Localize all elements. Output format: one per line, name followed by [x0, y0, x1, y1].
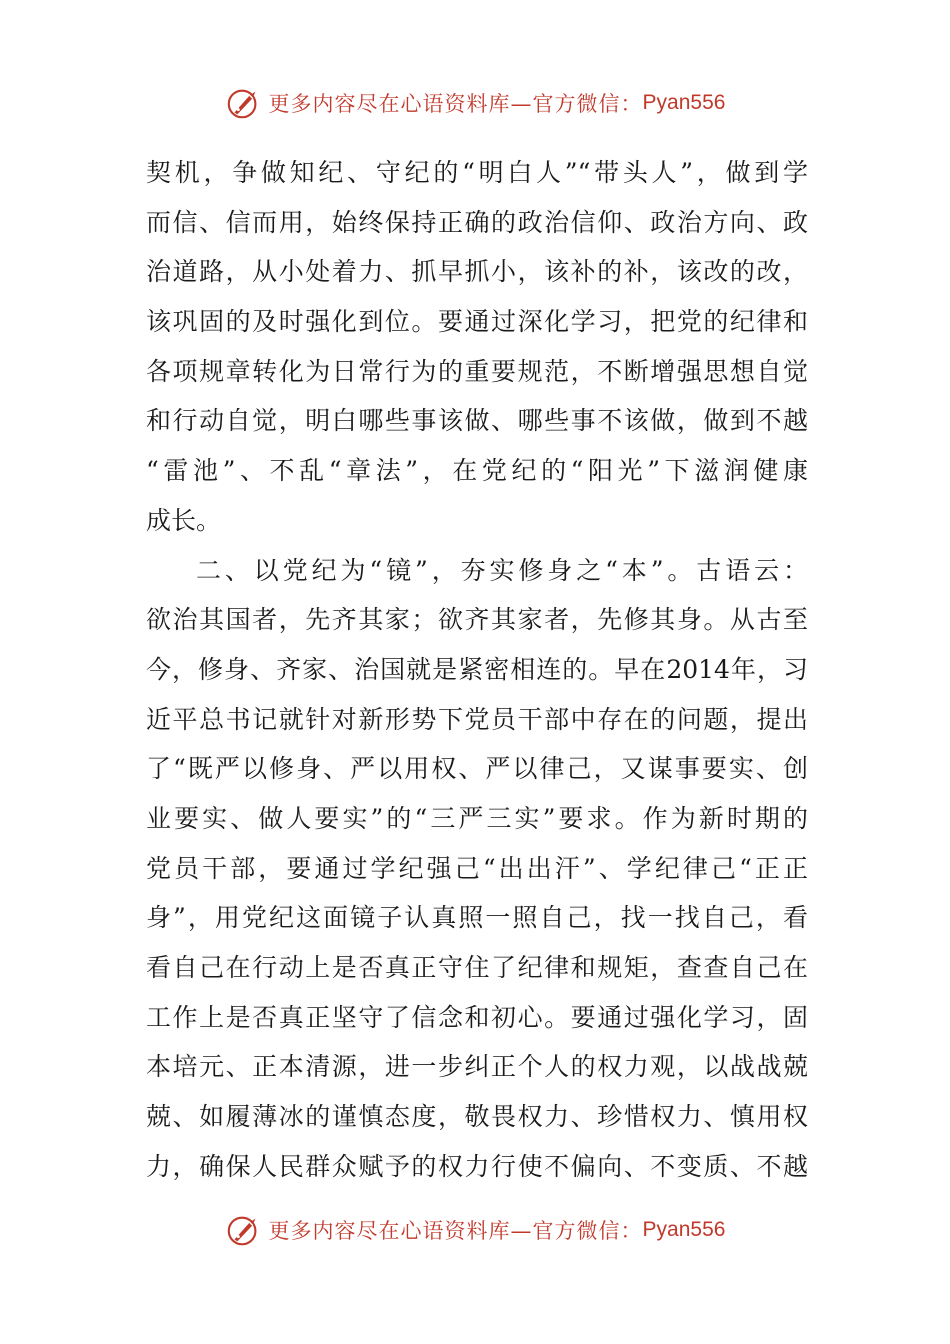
- body-line: 工作上是否真正坚守了信念和初心。要通过强化学习，固: [146, 1002, 808, 1032]
- wechat-id: Pyan556: [642, 1218, 726, 1241]
- footer-banner: [0, 1210, 950, 1250]
- body-line: 看自己在行动上是否真正守住了纪律和规矩，查查自己在: [146, 953, 808, 982]
- body-line: 治道路，从小处着力、抓早抓小，该补的补，该改的改，: [146, 257, 808, 287]
- document-body: [146, 148, 808, 1191]
- body-line: 今，修身、齐家、治国就是紧密相连的。早在2014年，习: [146, 654, 808, 684]
- body-line: 各项规章转化为日常行为的重要规范，不断增强思想自觉: [146, 356, 808, 386]
- body-line: 契机，争做知纪、守纪的“明白人”“带头人”，做到学: [146, 158, 808, 187]
- banner-text: 更多内容尽在心语资料库—官方微信：: [268, 92, 643, 116]
- body-line: 该巩固的及时强化到位。要通过深化学习，把党的纪律和: [146, 307, 808, 337]
- pen-nib-circle-icon: [225, 84, 263, 122]
- body-line: 近平总书记就针对新形势下党员干部中存在的问题，提出: [146, 704, 808, 734]
- body-line: 欲治其国者，先齐其家；欲齐其家者，先修其身。从古至: [146, 605, 808, 635]
- body-line: 而信、信而用，始终保持正确的政治信仰、政治方向、政: [146, 207, 808, 237]
- body-line: 成长。: [146, 505, 222, 535]
- wechat-id: Pyan556: [642, 91, 726, 114]
- body-line: 兢、如履薄冰的谨慎态度，敬畏权力、珍惜权力、慎用权: [146, 1102, 808, 1132]
- body-line: 力，确保人民群众赋予的权力行使不偏向、不变质、不越: [146, 1151, 808, 1181]
- body-line: 身”，用党纪这面镜子认真照一照自己，找一找自己，看: [146, 903, 808, 933]
- body-line: 了“既严以修身、严以用权、严以律己，又谋事要实、创: [146, 754, 808, 784]
- header-banner: [0, 83, 950, 123]
- pen-nib-circle-icon: [225, 1211, 263, 1249]
- section-heading-line: 二、以党纪为“镜”，夯实修身之“本”。古语云：: [196, 555, 808, 585]
- body-line: 本培元、正本清源，进一步纠正个人的权力观，以战战兢: [146, 1052, 808, 1082]
- body-line: 业要实、做人要实”的“三严三实”要求。作为新时期的: [146, 803, 808, 833]
- body-line: 党员干部，要通过学纪强己“出出汗”、学纪律己“正正: [146, 853, 808, 883]
- body-line: “雷池”、不乱“章法”，在党纪的“阳光”下滋润健康: [146, 456, 808, 486]
- banner-text: 更多内容尽在心语资料库—官方微信：: [268, 1219, 643, 1243]
- body-line: 和行动自觉，明白哪些事该做、哪些事不该做，做到不越: [146, 406, 808, 436]
